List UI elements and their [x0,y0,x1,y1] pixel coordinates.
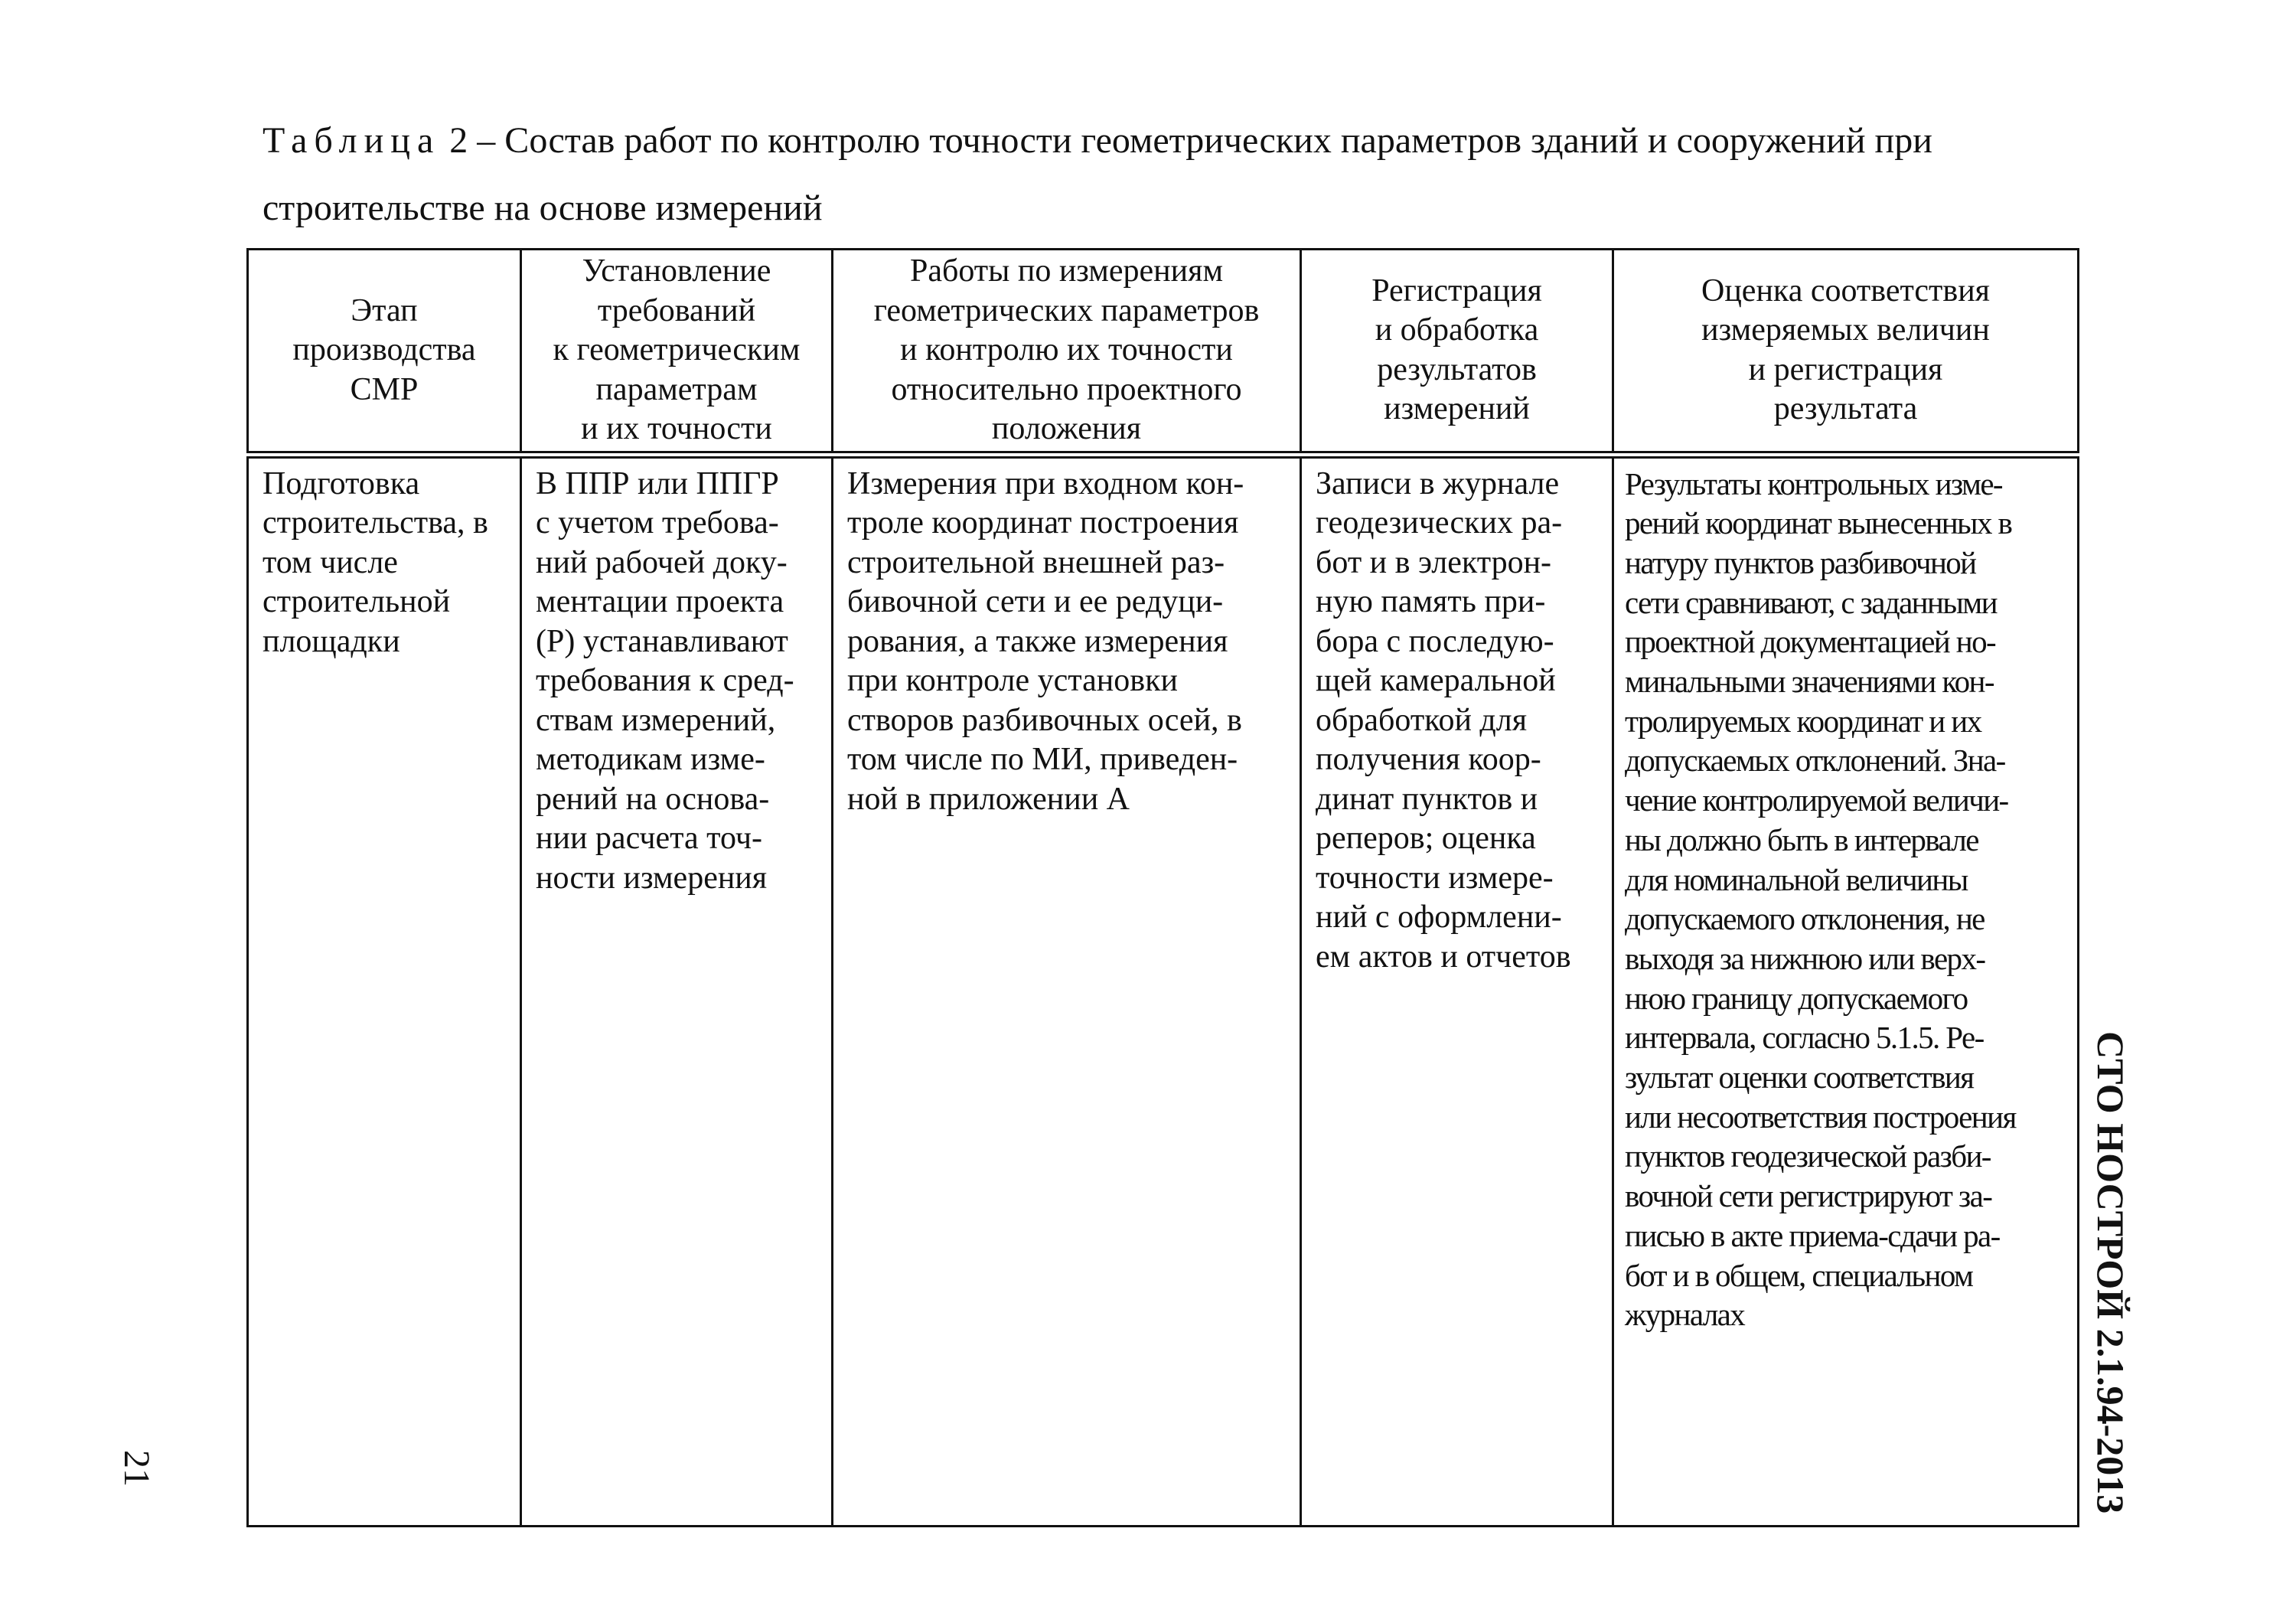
work-composition-table [246,248,2079,1527]
header-row [248,250,2079,455]
table-row [248,455,2079,1527]
caption-label: Таблица [263,120,441,161]
cell-registration: Записи в журнале геодезических ра- бот и в электрон- ную память при- бора с последую- щей камеральной обработкой для получения коор- динат пунктов и реперов; оценка точности измере- ний с оформлени- ем актов и отчетов [1301,455,1613,1527]
header-registration: Регистрация и обработка результатов измерений [1301,250,1613,455]
cell-requirements: В ППР или ППГР с учетом требова- ний рабочей доку- ментации проекта (Р) устанавливают требования к сред- ствам измерений, методикам изме- рений на основа- нии расчета точ- ности измерения [521,455,833,1527]
table-caption [263,107,2084,242]
cell-measurement-works: Измерения при входном кон- троле координат построения строительной внешней раз- бивочной сети и ее редуци- рования, а также измерения при контроле установки створов разбивочных осей, в том числе по МИ, приведен- ной в приложении А [833,455,1301,1527]
header-measurement-works: Работы по измерениям геометрических параметров и контролю их точности относительно проектного положения [833,250,1301,455]
header-conformity: Оценка соответствия измеряемых величин и регистрация результата [1613,250,2079,455]
cell-conformity: Результаты контрольных изме- рений координат вынесенных в натуру пунктов разбивочной сети сравнивают, с заданными проектной документацией но- минальными значениями кон- тролируемых координат и их допускаемых отклонений. Зна- чение контролируемой величи- ны должно быть в интервале для номинальной величины допускаемого отклонения, не выходя за нижнюю или верх- нюю границу допускаемого интервала, согласно 5.1.5. Ре- зультат оценки соответствия или несоответствия построения пунктов геодезической разби- вочной сети регистрируют за- писью в акте приема-сдачи ра- бот и в общем, специальном журналах [1613,455,2079,1527]
cell-stage: Подготовка строительства, в том числе строительной площадки [248,455,521,1527]
document-code: СТО НОСТРОЙ 2.1.94-2013 [2089,1031,2132,1514]
header-requirements: Установление требований к геометрическим параметрам и их точности [521,250,833,455]
header-stage: Этап производства СМР [248,250,521,455]
page-number: 21 [116,1450,157,1487]
caption-title-line-1: – Состав работ по контролю точности геометрических параметров зданий и сооружений при [477,120,1932,161]
caption-title-line-2: строительстве на основе измерений [263,188,823,228]
caption-number: 2 [449,120,468,161]
